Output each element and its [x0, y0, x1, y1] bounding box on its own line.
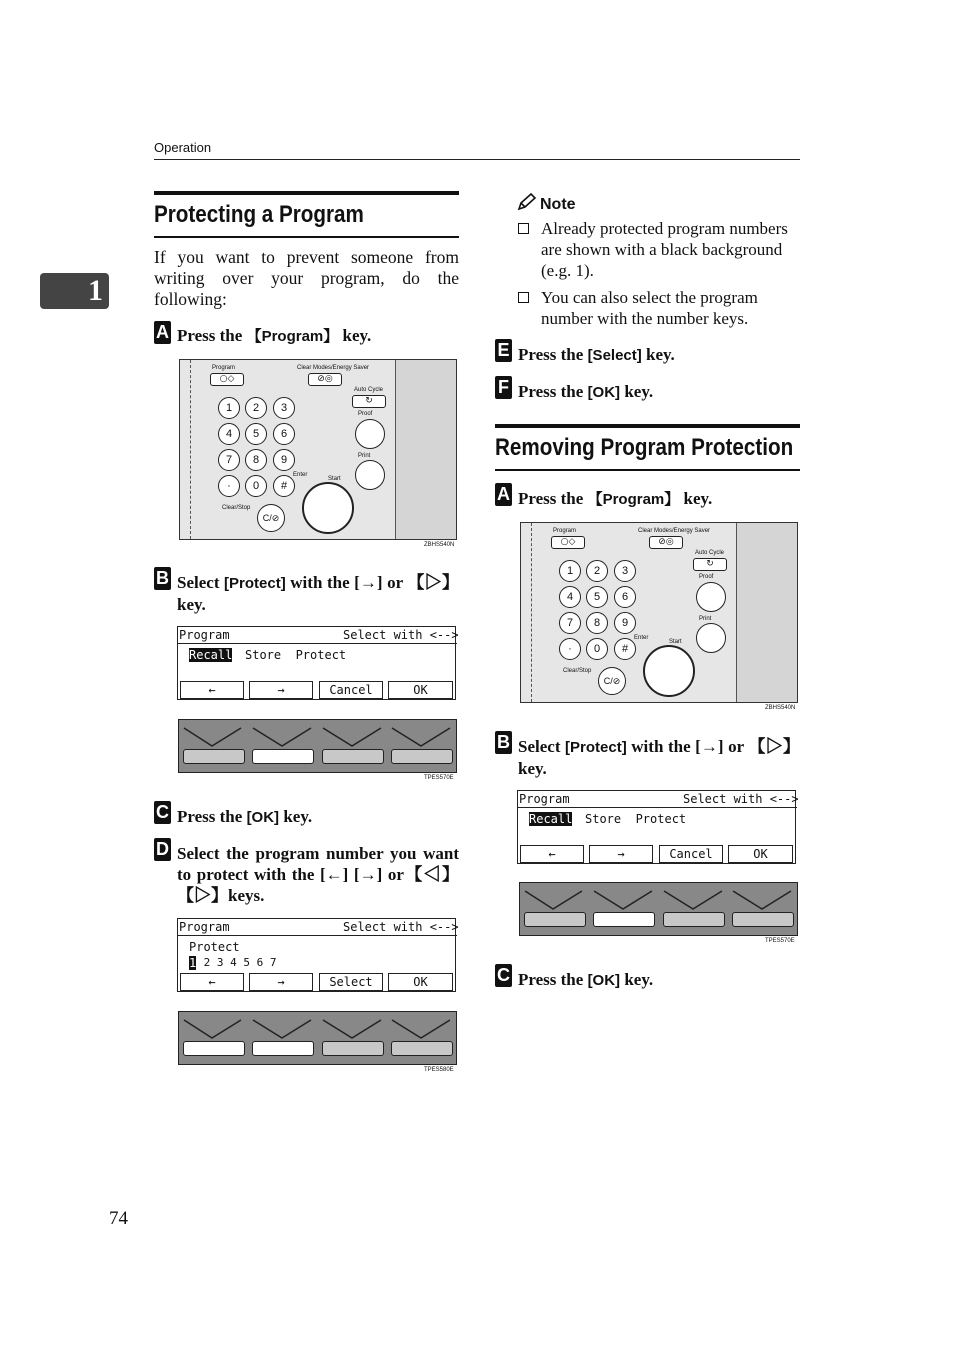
- key-name: [Protect]: [565, 739, 627, 756]
- panel-side: [395, 360, 456, 539]
- key-name: 【Program】: [587, 491, 680, 508]
- start-button-icon: [302, 482, 354, 534]
- number-key: 1: [218, 397, 240, 419]
- number-key: 6: [273, 423, 295, 445]
- lcd-heading: Protect: [189, 940, 240, 954]
- lcd-select-button: Select: [319, 973, 383, 991]
- number-key: 2: [586, 560, 608, 582]
- step-text-pre: Press the: [177, 326, 247, 345]
- lcd-right-button: →: [249, 973, 313, 991]
- number-key: 2: [245, 397, 267, 419]
- step-number: B: [497, 732, 510, 752]
- panel-edge: [521, 523, 532, 702]
- lcd-right-button: →: [589, 845, 653, 863]
- selection-key: [322, 749, 384, 764]
- clear-stop-label: Clear/Stop: [563, 668, 592, 674]
- lcd-cancel-button: Cancel: [659, 845, 723, 863]
- key-name: [Protect]: [224, 575, 286, 592]
- number-key: ·: [218, 475, 240, 497]
- lcd-hint: Select with <-->: [683, 792, 799, 806]
- key-name: [OK]: [587, 972, 621, 989]
- step-number: C: [497, 965, 510, 985]
- step-text: [518, 736, 800, 779]
- lcd-title: Program: [179, 628, 230, 642]
- step-text-post: key.: [641, 345, 675, 364]
- panel-edge: [180, 360, 191, 539]
- step-number: D: [156, 839, 169, 859]
- program-label: Program: [212, 365, 236, 371]
- step-number: B: [156, 568, 169, 588]
- lcd-hint: Select with <-->: [343, 920, 459, 934]
- section-rule-bottom: [154, 236, 459, 238]
- print-button-icon: [355, 460, 385, 490]
- number-key: ·: [559, 638, 581, 660]
- clear-modes-key-icon: ⊘◎: [649, 536, 683, 549]
- selection-key: [663, 912, 725, 927]
- step-number: F: [495, 376, 512, 399]
- start-label: Start: [669, 639, 682, 645]
- number-key: 9: [273, 449, 295, 471]
- clear-stop-label: Clear/Stop: [222, 505, 251, 511]
- lcd-screen: [517, 790, 799, 864]
- number-key: 7: [218, 449, 240, 471]
- lcd-selected-option: Recall: [189, 648, 233, 662]
- proof-button-icon: [355, 419, 385, 449]
- lcd-divider: [178, 643, 457, 644]
- lcd-selected-option: Recall: [529, 812, 573, 826]
- step-number: C: [156, 802, 169, 822]
- selection-key-highlighted: [252, 1041, 314, 1056]
- selection-key: [391, 1041, 453, 1056]
- number-key: 4: [218, 423, 240, 445]
- panel-side: [736, 523, 797, 702]
- chapter-tab: 1: [40, 273, 109, 309]
- key-name: 【Program】: [246, 328, 339, 345]
- key-name: [Select]: [587, 347, 642, 364]
- lcd-left-button: ←: [520, 845, 584, 863]
- key-name: [OK]: [587, 384, 621, 401]
- figure-caption: TPES580E: [424, 1067, 454, 1073]
- selection-keys-illustration: [178, 1011, 457, 1065]
- number-key: 5: [245, 423, 267, 445]
- selection-key: [732, 912, 794, 927]
- enter-label: Enter: [293, 472, 308, 478]
- step-text: [518, 488, 800, 510]
- step-text: [177, 572, 459, 615]
- section-rule-bottom: [495, 469, 800, 471]
- number-key: #: [273, 475, 295, 497]
- lcd-screen: [177, 626, 459, 700]
- note-item: Already protected program numbers are shown with a black background (e.g. 1).: [541, 219, 788, 280]
- step-text: [177, 806, 459, 828]
- step-text-pre: Press the: [518, 970, 588, 989]
- number-key: 6: [614, 586, 636, 608]
- checkbox-icon: [518, 223, 529, 234]
- figure-caption: TPES570E: [424, 775, 454, 781]
- section-rule-top: [495, 424, 800, 428]
- selection-key: [524, 912, 586, 927]
- section-title-removing: Removing Program Protection: [495, 434, 794, 461]
- lcd-ok-button: OK: [388, 973, 453, 991]
- selection-key-highlighted: [183, 1041, 245, 1056]
- note-item: You can also select the program number with the number keys.: [541, 288, 758, 328]
- number-key: 5: [586, 586, 608, 608]
- lcd-numbers: 2 3 4 5 6 7: [197, 956, 277, 969]
- step-text-post: key.: [620, 382, 654, 401]
- section-title-protecting: Protecting a Program: [154, 201, 364, 228]
- lcd-options: Store Protect: [245, 648, 347, 662]
- lcd-options: Store Protect: [585, 812, 687, 826]
- control-panel-illustration: [520, 522, 798, 703]
- lcd-divider: [178, 935, 457, 936]
- program-label: Program: [553, 528, 577, 534]
- proof-button-icon: [696, 582, 726, 612]
- number-key: 1: [559, 560, 581, 582]
- step-text: [518, 344, 800, 366]
- clear-modes-label: Clear Modes/Energy Saver: [638, 528, 711, 534]
- print-button-icon: [696, 623, 726, 653]
- auto-cycle-key-icon: ↻: [352, 395, 386, 408]
- print-label: Print: [699, 616, 712, 622]
- auto-cycle-label: Auto Cycle: [354, 387, 384, 393]
- lcd-ok-button: OK: [728, 845, 793, 863]
- step-text-pre: Select: [518, 737, 566, 756]
- number-key: 7: [559, 612, 581, 634]
- proof-label: Proof: [699, 574, 714, 580]
- step-text-post: with the [→] or 【▷】key.: [177, 573, 459, 614]
- clear-modes-key-icon: ⊘◎: [308, 373, 342, 386]
- header-rule: [154, 159, 800, 160]
- page-number: 74: [109, 1208, 128, 1229]
- lcd-left-button: ←: [180, 681, 244, 699]
- selection-keys-illustration: [178, 719, 457, 773]
- control-panel-illustration: [179, 359, 457, 540]
- selection-key: [391, 749, 453, 764]
- clear-modes-label: Clear Modes/Energy Saver: [297, 365, 370, 371]
- proof-label: Proof: [358, 411, 373, 417]
- step-text-post: key.: [679, 489, 713, 508]
- number-key: 4: [559, 586, 581, 608]
- start-label: Start: [328, 476, 341, 482]
- selection-keys-arrows: [179, 1014, 458, 1042]
- lcd-screen: [177, 918, 459, 992]
- checkbox-icon: [518, 292, 529, 303]
- enter-label: Enter: [634, 635, 649, 641]
- clear-stop-key: C/⊘: [257, 504, 285, 532]
- lcd-title: Program: [519, 792, 570, 806]
- lcd-divider: [518, 807, 797, 808]
- step-number: A: [497, 484, 510, 504]
- lcd-title: Program: [179, 920, 230, 934]
- figure-caption: ZBHS540N: [765, 705, 796, 711]
- print-label: Print: [358, 453, 371, 459]
- step-text-pre: Press the: [518, 345, 588, 364]
- selection-keys-arrows: [179, 722, 458, 750]
- lcd-hint: Select with <-->: [343, 628, 459, 642]
- step-text-pre: Press the: [518, 382, 588, 401]
- section-rule-top: [154, 191, 459, 195]
- selection-keys-arrows: [520, 885, 799, 913]
- step-number: A: [156, 322, 169, 342]
- note-title: Note: [540, 196, 576, 213]
- lcd-cancel-button: Cancel: [319, 681, 383, 699]
- figure-caption: ZBHS540N: [424, 542, 455, 548]
- number-key: 3: [614, 560, 636, 582]
- intro-paragraph: If you want to prevent someone from writing over your program, do the following:: [154, 247, 459, 309]
- program-key-icon: ○◇: [210, 373, 244, 386]
- lcd-left-button: ←: [180, 973, 244, 991]
- number-key: 9: [614, 612, 636, 634]
- selection-key: [322, 1041, 384, 1056]
- selection-key-highlighted: [593, 912, 655, 927]
- number-key: 8: [586, 612, 608, 634]
- running-head: Operation: [154, 140, 212, 155]
- step-text-post: with the [→] or 【▷】key.: [518, 737, 800, 778]
- step-text-post: key.: [279, 807, 313, 826]
- start-button-icon: [643, 645, 695, 697]
- auto-cycle-key-icon: ↻: [693, 558, 727, 571]
- step-text-post: key.: [338, 326, 372, 345]
- selection-keys-illustration: [519, 882, 798, 936]
- step-text-pre: Select: [177, 573, 225, 592]
- step-number: E: [495, 339, 512, 362]
- number-key: 0: [245, 475, 267, 497]
- number-key: 0: [586, 638, 608, 660]
- step-text-post: key.: [620, 970, 654, 989]
- number-key: 3: [273, 397, 295, 419]
- lcd-right-button: →: [249, 681, 313, 699]
- auto-cycle-label: Auto Cycle: [695, 550, 725, 556]
- selection-key: [183, 749, 245, 764]
- pencil-icon: [517, 193, 537, 216]
- clear-stop-key: C/⊘: [598, 667, 626, 695]
- figure-caption: TPES570E: [765, 938, 795, 944]
- lcd-ok-button: OK: [388, 681, 453, 699]
- step-text: [177, 325, 459, 347]
- step-text: [518, 381, 800, 403]
- selection-key-highlighted: [252, 749, 314, 764]
- program-key-icon: ○◇: [551, 536, 585, 549]
- number-key: #: [614, 638, 636, 660]
- step-text-pre: Press the: [518, 489, 588, 508]
- lcd-selected-number: 1: [189, 956, 197, 970]
- key-name: [OK]: [246, 809, 280, 826]
- step-text-pre: Press the: [177, 807, 247, 826]
- step-text: [518, 969, 800, 991]
- step-text: Select the program number you want to protect with the [←] [→] or【◁】【▷】keys.: [177, 844, 459, 905]
- number-key: 8: [245, 449, 267, 471]
